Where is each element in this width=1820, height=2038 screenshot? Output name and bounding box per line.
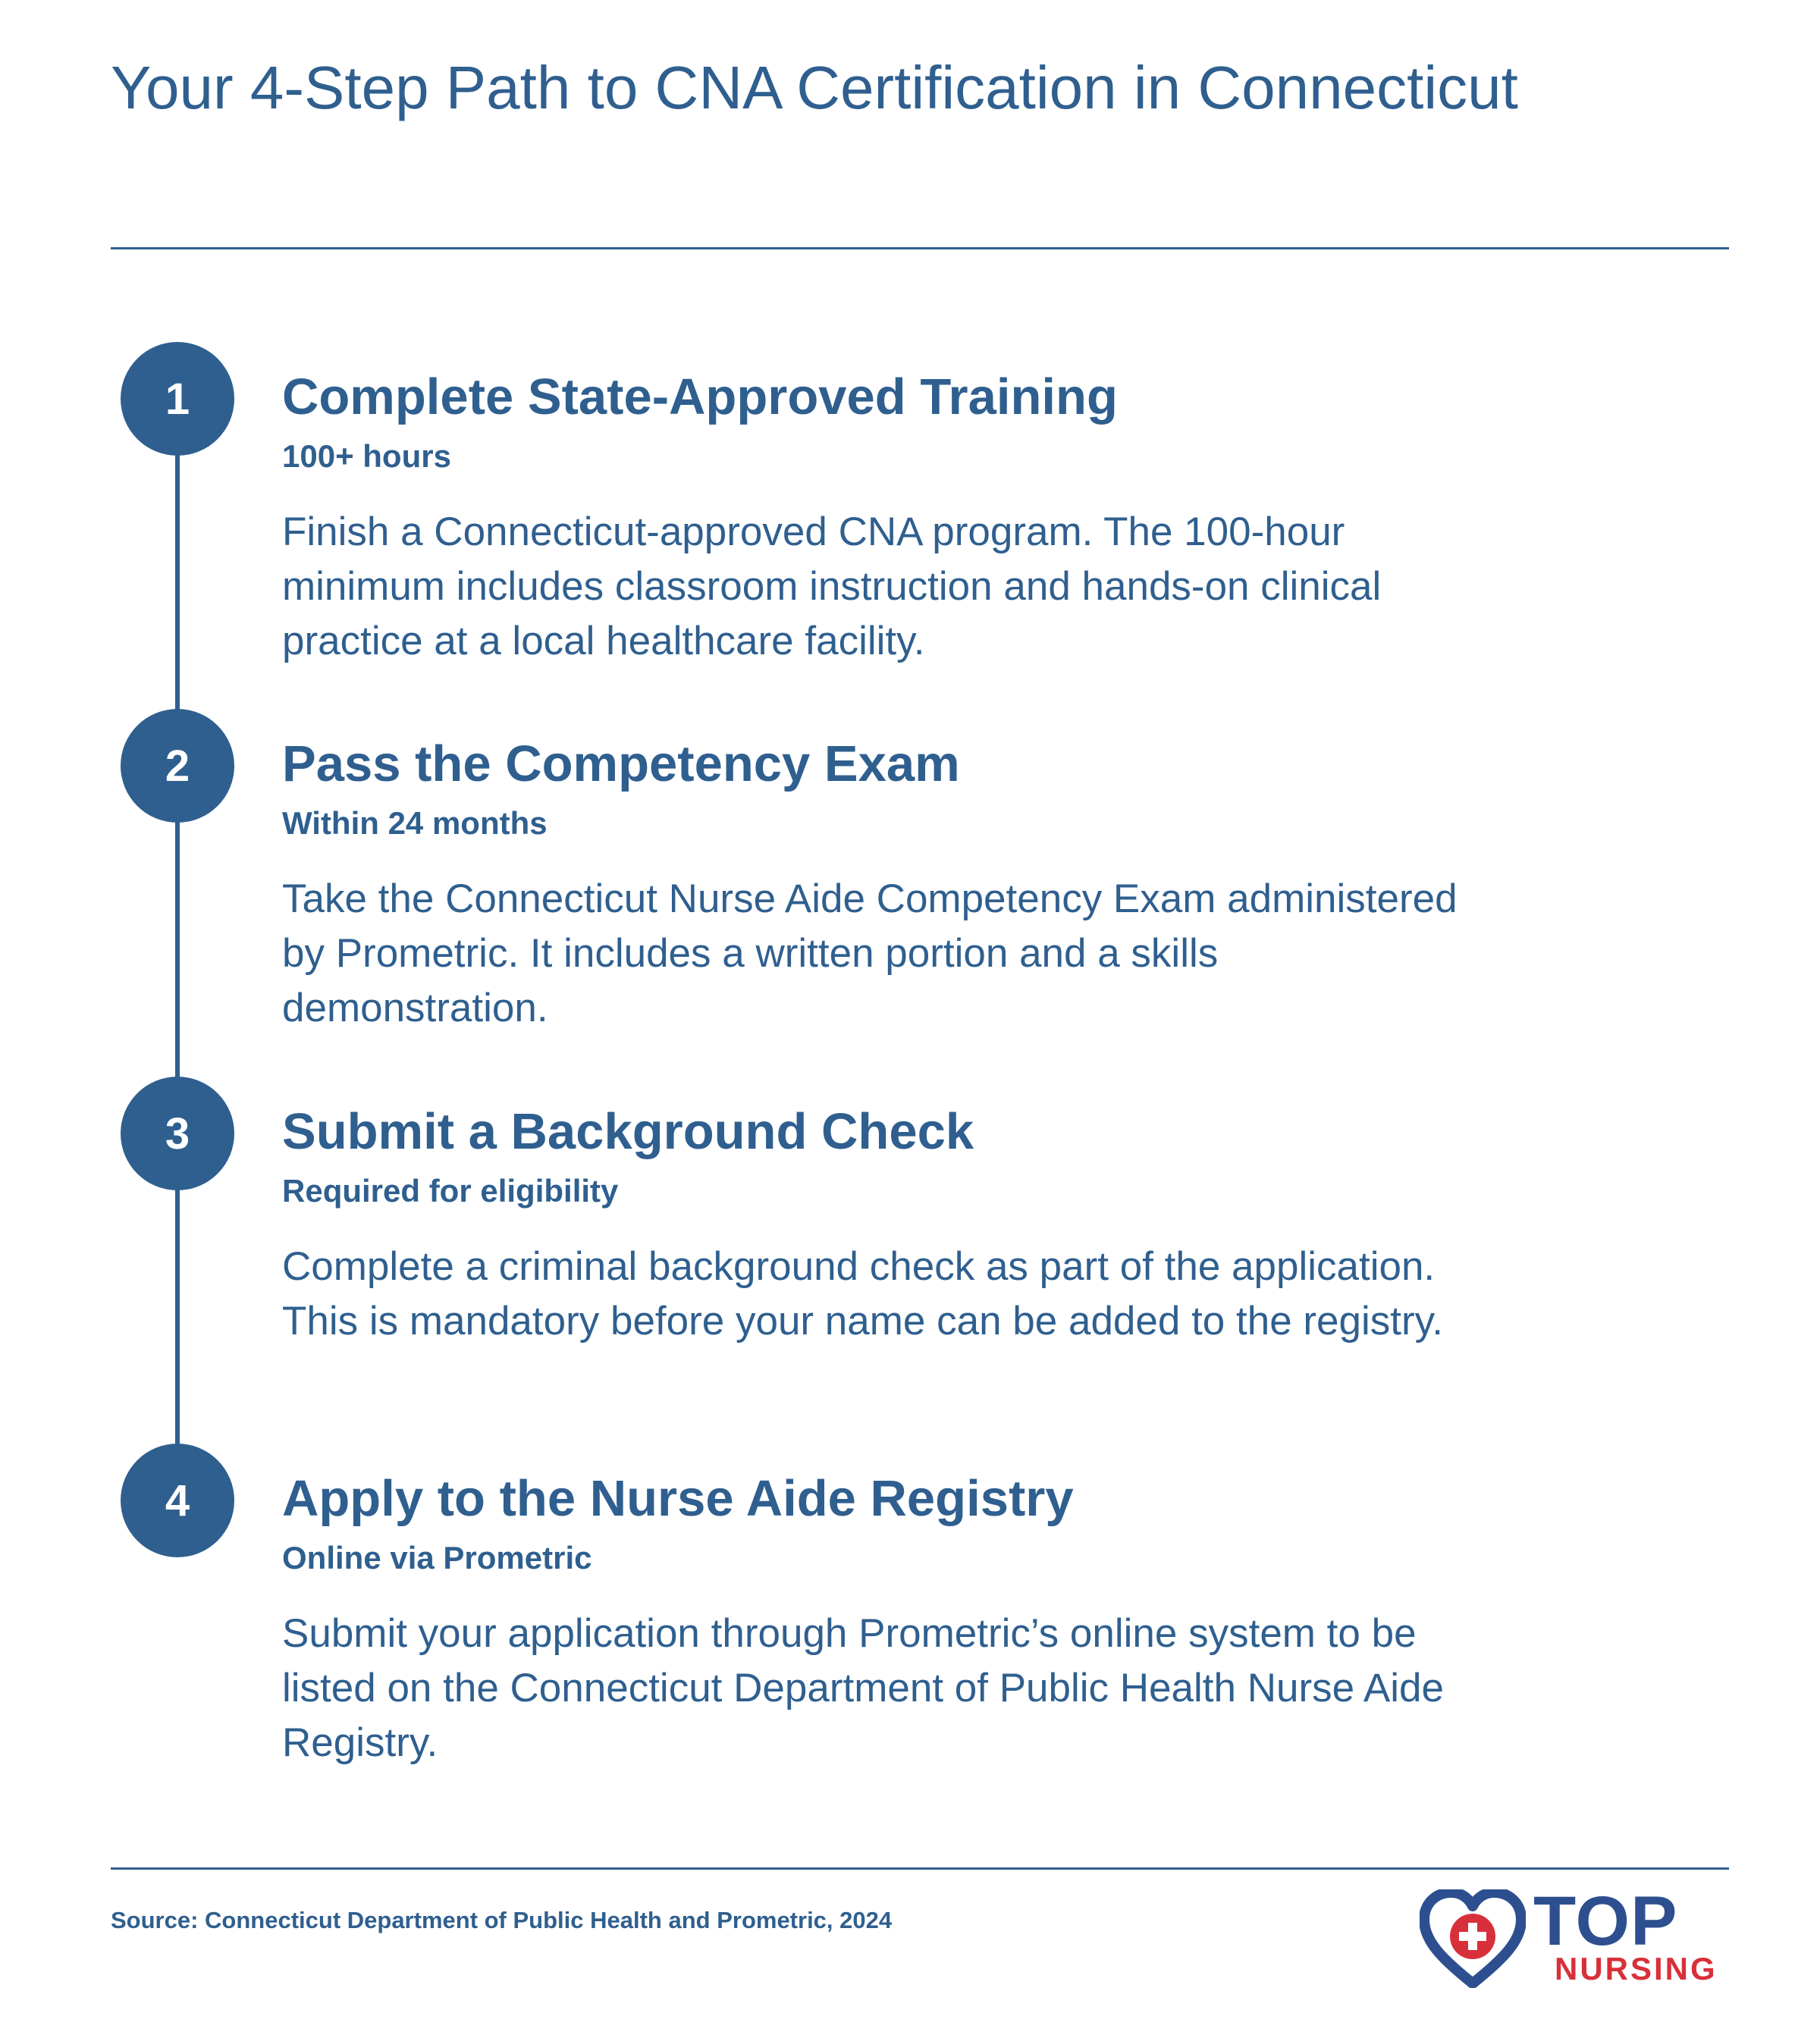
- timeline-connector: [175, 398, 180, 1490]
- logo-wordmark-top: TOP: [1533, 1883, 1678, 1960]
- step-2: [282, 734, 1465, 1036]
- step-description: Submit your application through Prometric’s online system to be listed on the Connecticut Department of Public Health Nurse Aide Registry.: [282, 1611, 1444, 1765]
- step-description: Finish a Connecticut-approved CNA program. The 100-hour minimum includes classroom instruction and hands-on clinical practice at a local healthcare facility.: [282, 510, 1382, 663]
- step-subtitle: 100+ hours: [282, 438, 451, 474]
- step-title: Submit a Background Check: [282, 1103, 974, 1160]
- step-title: Apply to the Nurse Aide Registry: [282, 1470, 1074, 1527]
- step-description: Complete a criminal background check as part of the application. This is mandatory before your name can be added to the registry.: [282, 1244, 1443, 1344]
- source-note: Source: Connecticut Department of Public Health and Prometric, 2024: [111, 1907, 893, 1933]
- step-number-badge: 1: [121, 342, 234, 456]
- step-number-badge: 3: [121, 1077, 234, 1190]
- step-subtitle: Online via Prometric: [282, 1540, 592, 1576]
- top-nursing-logo: [1420, 1883, 1731, 1994]
- step-description: Take the Connecticut Nurse Aide Competency Exam administered by Prometric. It includes a written portion and a skills demonstration.: [282, 876, 1458, 1030]
- step-3: [282, 1102, 1465, 1349]
- page-title: Your 4-Step Path to CNA Certification in Connecticut: [111, 54, 1518, 121]
- step-title: Complete State-Approved Training: [282, 368, 1118, 425]
- step-subtitle: Required for eligibility: [282, 1173, 619, 1209]
- step-1: [282, 367, 1465, 669]
- logo-wordmark-nursing: NURSING: [1555, 1951, 1718, 1986]
- step-number-badge: 4: [121, 1444, 234, 1557]
- header-divider: [111, 247, 1729, 249]
- step-title: Pass the Competency Exam: [282, 735, 960, 792]
- step-number-badge: 2: [121, 709, 234, 823]
- step-subtitle: Within 24 months: [282, 805, 548, 841]
- footer-divider: [111, 1867, 1729, 1870]
- heart-cross-icon: [1420, 1889, 1526, 1988]
- step-4: [282, 1469, 1465, 1770]
